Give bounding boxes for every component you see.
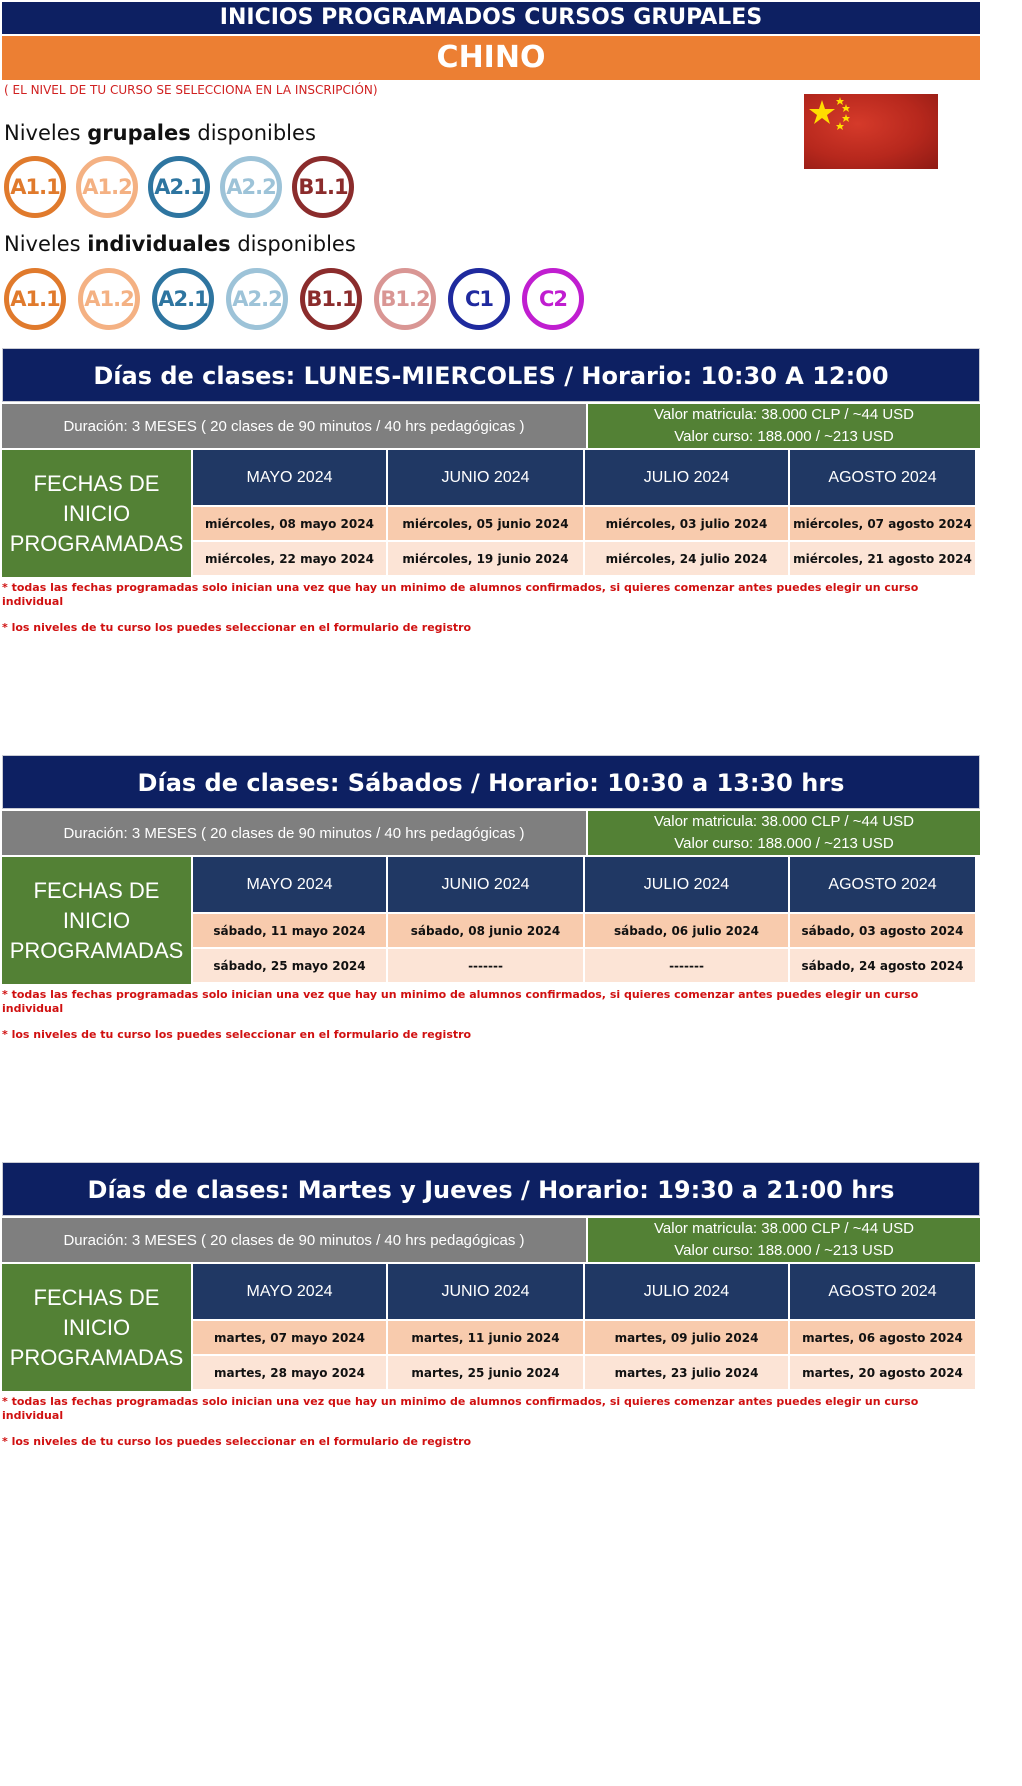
footnote: * los niveles de tu curso los puedes seleccionar en el formulario de registro [2, 621, 472, 634]
start-date-cell: miércoles, 22 mayo 2024 [193, 542, 386, 575]
scheduled-dates-line: FECHAS DE [33, 470, 160, 496]
month-header: AGOSTO 2024 [790, 450, 975, 505]
start-date-cell: sábado, 06 julio 2024 [585, 914, 788, 947]
month-column [790, 857, 975, 984]
scheduled-dates-line: FECHAS DE [33, 1284, 160, 1310]
month-column [193, 1264, 386, 1391]
start-date-cell: sábado, 25 mayo 2024 [193, 949, 386, 982]
group-levels-heading [4, 121, 316, 145]
start-date-cell: miércoles, 05 junio 2024 [388, 507, 583, 540]
price-info [588, 1218, 980, 1262]
schedule-heading: Días de clases: Martes y Jueves / Horario: 19:30 a 21:00 hrs [2, 1162, 980, 1216]
footnote: * todas las fechas programadas solo inician una vez que hay un minimo de alumnos confirmados, si quieres comenzar antes puedes elegir un curso individual [2, 1395, 919, 1422]
china-flag-icon [804, 94, 938, 169]
start-date-cell: martes, 07 mayo 2024 [193, 1321, 386, 1354]
month-column [585, 450, 788, 577]
footnote: * todas las fechas programadas solo inician una vez que hay un minimo de alumnos confirmados, si quieres comenzar antes puedes elegir un curso individual [2, 581, 919, 608]
scheduled-dates-label [2, 1264, 191, 1391]
schedule-section [2, 755, 980, 1042]
group-levels-bold: grupales [87, 121, 191, 145]
start-date-cell: martes, 09 julio 2024 [585, 1321, 788, 1354]
course-price: Valor curso: 188.000 / ~213 USD [674, 835, 894, 852]
enrollment-price: Valor matricula: 38.000 CLP / ~44 USD [654, 1220, 914, 1237]
start-date-cell: sábado, 11 mayo 2024 [193, 914, 386, 947]
start-date-cell: sábado, 24 agosto 2024 [790, 949, 975, 982]
month-column [790, 1264, 975, 1391]
level-badge: B1.1 [300, 268, 362, 330]
month-header: MAYO 2024 [193, 450, 386, 505]
footnote: * los niveles de tu curso los puedes seleccionar en el formulario de registro [2, 1435, 472, 1448]
scheduled-dates-label [2, 450, 191, 577]
month-column [388, 1264, 583, 1391]
start-date-cell: martes, 28 mayo 2024 [193, 1356, 386, 1389]
month-column [388, 450, 583, 577]
start-date-cell: miércoles, 24 julio 2024 [585, 542, 788, 575]
schedule-heading: Días de clases: LUNES-MIERCOLES / Horario: 10:30 A 12:00 [2, 348, 980, 402]
scheduled-dates-line: PROGRAMADAS [9, 937, 184, 963]
footnote: * todas las fechas programadas solo inician una vez que hay un minimo de alumnos confirmados, si quieres comenzar antes puedes elegir un curso individual [2, 988, 919, 1015]
month-column [193, 857, 386, 984]
level-badge: B1.2 [374, 268, 436, 330]
scheduled-dates-line: INICIO [62, 500, 131, 526]
individual-levels-suffix: disponibles [230, 232, 356, 256]
start-date-cell: miércoles, 19 junio 2024 [388, 542, 583, 575]
price-info [588, 404, 980, 448]
month-header: MAYO 2024 [193, 857, 386, 912]
page-title: INICIOS PROGRAMADOS CURSOS GRUPALES [2, 2, 980, 34]
level-badge: A2.2 [226, 268, 288, 330]
month-column [790, 450, 975, 577]
duration-info: Duración: 3 MESES ( 20 clases de 90 minutos / 40 hrs pedagógicas ) [2, 811, 586, 855]
individual-levels-bold: individuales [87, 232, 231, 256]
duration-info: Duración: 3 MESES ( 20 clases de 90 minutos / 40 hrs pedagógicas ) [2, 1218, 586, 1262]
month-header: JUNIO 2024 [388, 857, 583, 912]
level-badge: A2.2 [220, 156, 282, 218]
start-date-cell: martes, 11 junio 2024 [388, 1321, 583, 1354]
level-badge: C2 [522, 268, 584, 330]
price-info [588, 811, 980, 855]
start-date-cell: sábado, 03 agosto 2024 [790, 914, 975, 947]
group-levels-suffix: disponibles [190, 121, 316, 145]
start-date-cell: martes, 20 agosto 2024 [790, 1356, 975, 1389]
month-column [585, 1264, 788, 1391]
schedule-heading: Días de clases: Sábados / Horario: 10:30 a 13:30 hrs [2, 755, 980, 809]
language-banner: CHINO [2, 36, 980, 80]
scheduled-dates-line: PROGRAMADAS [9, 1344, 184, 1370]
schedule-section [2, 1162, 980, 1449]
month-header: AGOSTO 2024 [790, 857, 975, 912]
level-badge: A1.1 [4, 156, 66, 218]
month-header: MAYO 2024 [193, 1264, 386, 1319]
month-header: JULIO 2024 [585, 1264, 788, 1319]
group-levels-badges [4, 156, 364, 218]
start-date-cell: miércoles, 03 julio 2024 [585, 507, 788, 540]
start-date-cell: sábado, 08 junio 2024 [388, 914, 583, 947]
start-date-cell: miércoles, 08 mayo 2024 [193, 507, 386, 540]
individual-levels-badges [4, 268, 596, 330]
scheduled-dates-line: INICIO [62, 1314, 131, 1340]
month-column [585, 857, 788, 984]
scheduled-dates-line: PROGRAMADAS [9, 530, 184, 556]
individual-levels-prefix: Niveles [4, 232, 88, 256]
start-date-cell: miércoles, 21 agosto 2024 [790, 542, 975, 575]
enrollment-price: Valor matricula: 38.000 CLP / ~44 USD [654, 813, 914, 830]
footnote: * los niveles de tu curso los puedes seleccionar en el formulario de registro [2, 1028, 472, 1041]
month-header: JUNIO 2024 [388, 1264, 583, 1319]
start-date-cell: martes, 25 junio 2024 [388, 1356, 583, 1389]
level-badge: A2.1 [148, 156, 210, 218]
start-date-cell: martes, 06 agosto 2024 [790, 1321, 975, 1354]
month-header: JULIO 2024 [585, 857, 788, 912]
month-header: JUNIO 2024 [388, 450, 583, 505]
level-badge: C1 [448, 268, 510, 330]
course-price: Valor curso: 188.000 / ~213 USD [674, 1242, 894, 1259]
level-badge: A1.1 [4, 268, 66, 330]
individual-levels-heading [4, 232, 356, 256]
enrollment-price: Valor matricula: 38.000 CLP / ~44 USD [654, 406, 914, 423]
level-badge: A2.1 [152, 268, 214, 330]
month-header: AGOSTO 2024 [790, 1264, 975, 1319]
scheduled-dates-line: FECHAS DE [33, 877, 160, 903]
group-levels-prefix: Niveles [4, 121, 88, 145]
start-date-cell: ------- [388, 949, 583, 982]
level-badge: B1.1 [292, 156, 354, 218]
month-column [388, 857, 583, 984]
level-selection-note: ( EL NIVEL DE TU CURSO SE SELECCIONA EN LA INSCRIPCIÓN) [4, 83, 378, 97]
schedule-section [2, 348, 980, 635]
start-date-cell: miércoles, 07 agosto 2024 [790, 507, 975, 540]
scheduled-dates-label [2, 857, 191, 984]
duration-info: Duración: 3 MESES ( 20 clases de 90 minutos / 40 hrs pedagógicas ) [2, 404, 586, 448]
start-date-cell: ------- [585, 949, 788, 982]
month-column [193, 450, 386, 577]
level-badge: A1.2 [78, 268, 140, 330]
start-date-cell: martes, 23 julio 2024 [585, 1356, 788, 1389]
level-badge: A1.2 [76, 156, 138, 218]
scheduled-dates-line: INICIO [62, 907, 131, 933]
course-price: Valor curso: 188.000 / ~213 USD [674, 428, 894, 445]
month-header: JULIO 2024 [585, 450, 788, 505]
